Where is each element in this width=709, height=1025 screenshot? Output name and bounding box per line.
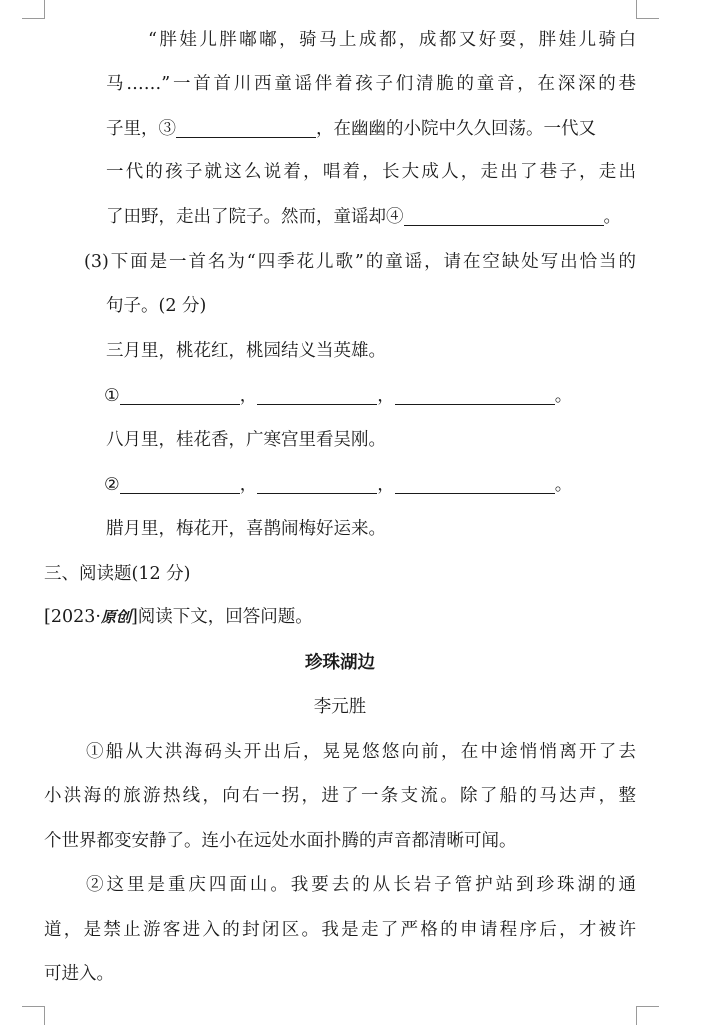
source-year: [2023· (44, 607, 101, 627)
passage-line-5-end: 。 (603, 207, 621, 227)
question-3-prompt-cont: 句子。(2 分) (106, 296, 207, 316)
crop-mark-bottom-left (22, 1006, 45, 1025)
verse-blank-row-1 (104, 383, 572, 409)
article-paragraph-2-line-3: 可进入。 (44, 964, 114, 984)
passage-line-1: “胖娃儿胖嘟嘟，骑马上成都，成都又好耍，胖娃儿骑白 (148, 30, 636, 50)
question-3-prompt: (3)下面是一首名为“四季花儿歌”的童谣，请在空缺处写出恰当的 (84, 252, 636, 272)
article-title: 珍珠湖边 (305, 653, 375, 673)
crop-mark-top-left (22, 0, 45, 19)
verse-blank-1a[interactable] (120, 386, 240, 405)
passage-line-5-start: 了田野，走出了院子。然而，童谣却④ (106, 207, 404, 227)
period: 。 (554, 475, 573, 495)
verse-blank-2c[interactable] (395, 475, 555, 494)
article-paragraph-1-line-3: 个世界都变安静了。连小在远处水面扑腾的声音都清晰可闻。 (44, 831, 517, 851)
source-line (44, 604, 313, 630)
passage-line-3-start: 子里，③ (106, 119, 176, 139)
answer-blank-3[interactable] (176, 119, 316, 138)
section-heading: 三、阅读题(12 分) (44, 564, 191, 584)
answer-blank-4[interactable] (404, 207, 604, 226)
article-paragraph-2-line-2: 道，是禁止游客进入的封闭区。我是走了严格的申请程序后，才被许 (44, 920, 636, 940)
source-instruction: ]阅读下文，回答问题。 (130, 607, 313, 627)
verse-march: 三月里，桃花红，桃园结义当英雄。 (106, 341, 386, 361)
article-paragraph-2-line-1: ②这里是重庆四面山。我要去的从长岩子管护站到珍珠湖的通 (86, 875, 636, 895)
source-tag: 原创 (100, 608, 131, 626)
verse-blank-1b[interactable] (257, 386, 377, 405)
verse-december: 腊月里，梅花开，喜鹊闹梅好运来。 (106, 519, 386, 539)
passage-line-2: 马……”一首首川西童谣伴着孩子们清脆的童音，在深深的巷 (106, 74, 636, 94)
blank-row-2-label: ② (104, 475, 120, 495)
comma: ， (377, 475, 395, 495)
verse-august: 八月里，桂花香，广寒宫里看吴刚。 (106, 430, 386, 450)
article-paragraph-1-line-1: ①船从大洪海码头开出后，晃晃悠悠向前，在中途悄悄离开了去 (86, 742, 636, 762)
article-author: 李元胜 (313, 697, 367, 717)
verse-blank-1c[interactable] (395, 386, 555, 405)
verse-blank-row-2 (104, 472, 572, 498)
passage-line-3 (106, 116, 636, 142)
comma: ， (239, 475, 258, 495)
period: 。 (554, 386, 573, 406)
passage-line-3-end: ，在幽幽的小院中久久回荡。一代又 (316, 119, 596, 139)
crop-mark-bottom-right (636, 1006, 659, 1025)
crop-mark-top-right (636, 0, 659, 19)
comma: ， (377, 386, 395, 406)
verse-blank-2a[interactable] (120, 475, 240, 494)
passage-line-4: 一代的孩子就这么说着，唱着，长大成人，走出了巷子，走出 (106, 162, 636, 182)
article-paragraph-1-line-2: 小洪海的旅游热线，向右一拐，进了一条支流。除了船的马达声，整 (44, 786, 636, 806)
comma: ， (239, 386, 258, 406)
blank-row-1-label: ① (104, 386, 120, 406)
verse-blank-2b[interactable] (257, 475, 377, 494)
passage-line-5 (106, 204, 636, 230)
